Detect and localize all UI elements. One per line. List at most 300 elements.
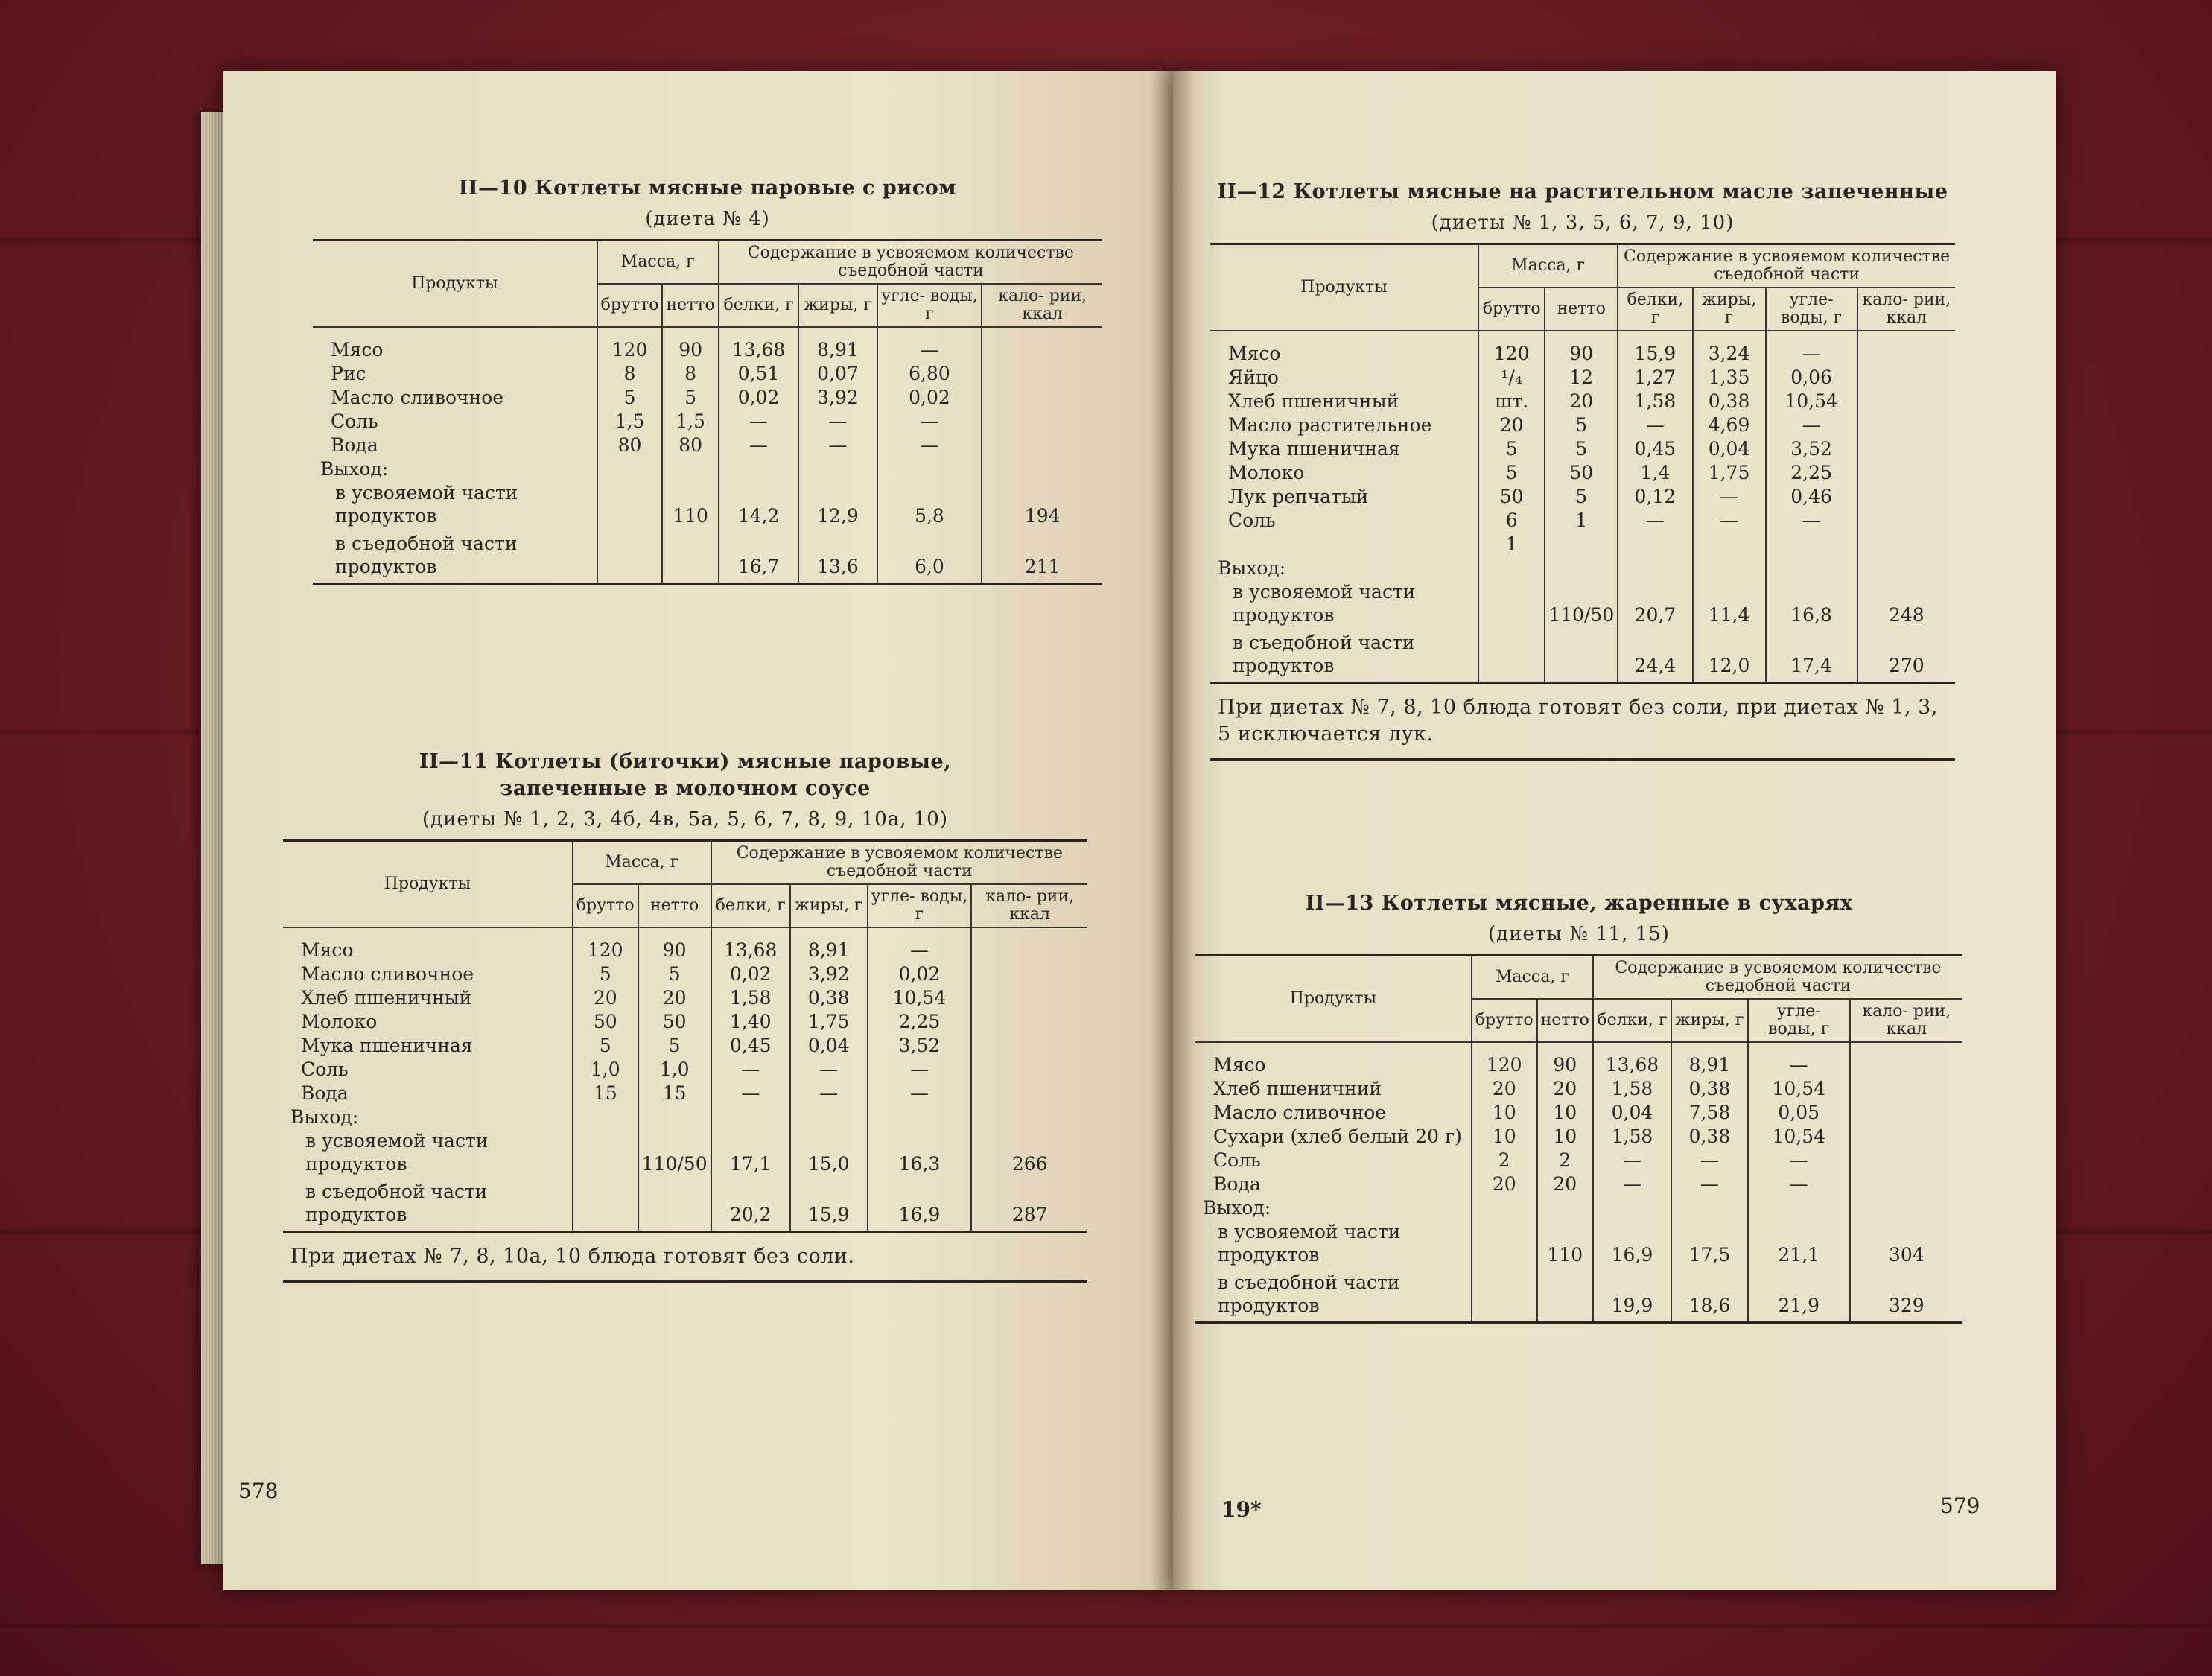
ingredient-name: Соль bbox=[301, 1058, 349, 1080]
ingredient-name: Рис bbox=[331, 363, 366, 384]
ingredient-name: Молоко bbox=[301, 1011, 378, 1032]
ingredient-fat: — bbox=[819, 1082, 839, 1104]
ingredient-carbs: 10,54 bbox=[892, 987, 947, 1009]
header-content: Содержание в усвояемом количестве съедобной части bbox=[719, 241, 1102, 285]
ingredient-carbs: 10,54 bbox=[1772, 1078, 1826, 1099]
ingredient-netto: 20 bbox=[1553, 1078, 1577, 1099]
ingredient-protein: — bbox=[1645, 414, 1665, 436]
ingredient-kcal bbox=[1861, 413, 1952, 437]
ingredient-brutto: 120 bbox=[611, 339, 648, 361]
header-mass: Масса, г bbox=[1472, 956, 1593, 1000]
ingredient-kcal bbox=[1861, 461, 1952, 485]
yield-fat: 13,6 bbox=[798, 532, 877, 584]
column-kcal bbox=[1850, 1042, 1962, 1196]
ingredient-name: Сухари (хлеб белый 20 г) bbox=[1213, 1126, 1462, 1147]
ingredient-name: Вода bbox=[331, 434, 378, 456]
recipe-ii-13 bbox=[1195, 890, 1962, 1324]
ingredient-brutto: 50 bbox=[593, 1011, 617, 1032]
ingredient-brutto: 80 bbox=[617, 434, 642, 456]
recipe-diet: (диеты № 11, 15) bbox=[1488, 923, 1670, 945]
ingredient-name: Соль bbox=[1228, 510, 1276, 531]
ingredient-fat: — bbox=[1700, 1173, 1719, 1195]
header-content: Содержание в усвояемом количестве съедобной части bbox=[1593, 956, 1962, 1000]
nutrition-table bbox=[283, 839, 1087, 1233]
empty-cell bbox=[868, 1105, 972, 1129]
ingredient-carbs: — bbox=[1789, 1173, 1808, 1195]
ingredient-kcal bbox=[1854, 1101, 1960, 1125]
header-fat: жиры, г bbox=[790, 884, 868, 927]
ingredient-name: Мясо bbox=[331, 339, 384, 361]
recipe-title: II—12 Котлеты мясные на растительном масле запеченные bbox=[1217, 180, 1948, 203]
ingredient-brutto: 20 bbox=[1492, 1078, 1516, 1099]
yield-fat: 12,0 bbox=[1693, 631, 1766, 683]
ingredient-protein: 13,68 bbox=[1605, 1054, 1659, 1076]
yield-protein: 20,2 bbox=[711, 1180, 790, 1232]
ingredient-kcal bbox=[1861, 509, 1952, 533]
empty-cell bbox=[877, 457, 982, 481]
ingredient-brutto: 5 bbox=[599, 963, 611, 985]
header-products: Продукты bbox=[1195, 956, 1472, 1043]
ingredient-protein: — bbox=[741, 1058, 760, 1080]
ingredient-carbs: 0,05 bbox=[1778, 1102, 1820, 1123]
output-label: Выход: bbox=[290, 1106, 359, 1128]
column-brutto bbox=[597, 327, 663, 457]
header-fat: жиры, г bbox=[1671, 999, 1748, 1042]
ingredient-fat: 0,38 bbox=[807, 987, 850, 1009]
empty-cell bbox=[719, 457, 799, 481]
ingredient-brutto: 1,5 bbox=[614, 410, 645, 432]
ingredient-protein: 1,4 bbox=[1640, 462, 1671, 483]
ingredient-fat: 0,38 bbox=[1688, 1078, 1731, 1099]
ingredient-names bbox=[1210, 331, 1478, 556]
ingredient-netto: 5 bbox=[1575, 486, 1588, 507]
header-brutto: брутто bbox=[1478, 288, 1545, 331]
yield-kcal: 329 bbox=[1850, 1271, 1962, 1323]
empty-cell bbox=[1593, 1196, 1671, 1220]
ingredient-protein: 13,68 bbox=[731, 339, 786, 361]
ingredient-carbs: — bbox=[909, 1082, 929, 1104]
yield-netto: 110/50 bbox=[1545, 580, 1618, 631]
empty-cell bbox=[798, 457, 877, 481]
yield-netto: 110/50 bbox=[638, 1129, 711, 1180]
ingredient-name: Масло сливочное bbox=[1213, 1102, 1387, 1123]
yield-carbs: 21,1 bbox=[1748, 1220, 1850, 1271]
column-brutto bbox=[1472, 1042, 1537, 1196]
header-carbs: угле- воды, г bbox=[868, 884, 972, 927]
ingredient-fat: — bbox=[1700, 1149, 1719, 1171]
yield-name: в съедобной части продуктов bbox=[1195, 1271, 1472, 1323]
ingredient-kcal bbox=[1861, 390, 1952, 413]
column-fat bbox=[1671, 1042, 1748, 1196]
yield-name: в усвояемой части продуктов bbox=[1218, 1221, 1401, 1266]
ingredient-carbs: — bbox=[920, 434, 939, 456]
ingredient-brutto: 120 bbox=[587, 939, 623, 961]
recipe-diet: (диеты № 1, 3, 5, 6, 7, 9, 10) bbox=[1431, 212, 1735, 234]
ingredient-carbs: — bbox=[1802, 343, 1821, 364]
ingredient-fat: 0,04 bbox=[807, 1035, 850, 1056]
ingredient-name: Мясо bbox=[301, 939, 354, 961]
empty-cell bbox=[1671, 1196, 1748, 1220]
ingredient-netto: 10 bbox=[1553, 1126, 1577, 1147]
header-content: Содержание в усвояемом количестве съедобной части bbox=[1618, 244, 1955, 288]
ingredient-kcal bbox=[1854, 1172, 1960, 1196]
yield-kcal: 194 bbox=[982, 481, 1102, 532]
ingredient-netto: 50 bbox=[662, 1011, 687, 1032]
ingredient-kcal bbox=[985, 362, 1099, 386]
ingredient-name: Хлеб пшеничный bbox=[301, 987, 472, 1009]
ingredient-protein: — bbox=[741, 1082, 760, 1104]
header-carbs: угле- воды, г bbox=[1748, 999, 1850, 1042]
ingredient-brutto: 10 bbox=[1492, 1126, 1516, 1147]
header-mass: Масса, г bbox=[573, 841, 711, 885]
yield-carbs: 17,4 bbox=[1766, 631, 1857, 683]
ingredient-name: Мясо bbox=[1213, 1054, 1266, 1076]
output-label: Выход: bbox=[1218, 557, 1286, 579]
ingredient-brutto: ¹/₄ шт. bbox=[1495, 366, 1529, 412]
yield-fat: 18,6 bbox=[1671, 1271, 1748, 1323]
ingredient-name: Масло растительное bbox=[1228, 414, 1432, 436]
ingredient-brutto: 10 bbox=[1492, 1102, 1516, 1123]
yield-fat: 17,5 bbox=[1671, 1220, 1748, 1271]
ingredient-netto: 90 bbox=[678, 339, 702, 361]
ingredient-fat: 4,69 bbox=[1708, 414, 1750, 436]
yield-fat: 11,4 bbox=[1693, 580, 1766, 631]
ingredient-brutto: 5 bbox=[599, 1035, 611, 1056]
ingredient-brutto: 1,0 bbox=[590, 1058, 620, 1080]
ingredient-kcal bbox=[985, 410, 1099, 434]
yield-carbs: 16,3 bbox=[868, 1129, 972, 1180]
ingredient-names bbox=[1195, 1042, 1472, 1196]
ingredient-netto: 1,5 bbox=[676, 410, 705, 432]
yield-protein: 24,4 bbox=[1618, 631, 1692, 683]
yield-carbs: 6,0 bbox=[877, 532, 982, 584]
ingredient-kcal bbox=[1854, 1125, 1960, 1149]
yield-brutto bbox=[1472, 1220, 1537, 1271]
ingredient-kcal bbox=[975, 939, 1084, 962]
output-label: Выход: bbox=[320, 458, 389, 480]
empty-cell bbox=[1545, 556, 1618, 580]
column-carbs bbox=[1766, 331, 1857, 556]
header-netto: нетто bbox=[1545, 288, 1618, 331]
ingredient-kcal bbox=[985, 338, 1099, 362]
header-kcal: кало- рии, ккал bbox=[982, 284, 1102, 327]
column-carbs bbox=[1748, 1042, 1850, 1196]
ingredient-kcal bbox=[1854, 1053, 1960, 1077]
ingredient-fat: — bbox=[1720, 486, 1739, 507]
yield-brutto bbox=[1478, 631, 1545, 683]
ingredient-name: Масло сливочное bbox=[331, 387, 504, 408]
nutrition-table bbox=[1210, 243, 1955, 684]
ingredient-carbs: 3,52 bbox=[898, 1035, 941, 1056]
ingredient-kcal bbox=[1861, 437, 1952, 461]
ingredient-fat: 8,91 bbox=[817, 339, 859, 361]
yield-kcal: 211 bbox=[982, 532, 1102, 584]
empty-cell bbox=[971, 1105, 1087, 1129]
yield-kcal: 304 bbox=[1850, 1220, 1962, 1271]
ingredient-brutto: 2 bbox=[1498, 1149, 1510, 1171]
ingredient-protein: — bbox=[749, 410, 769, 432]
ingredient-kcal bbox=[975, 1010, 1084, 1034]
ingredient-name: Мясо bbox=[1228, 343, 1281, 364]
ingredient-names bbox=[283, 927, 573, 1105]
ingredient-protein: — bbox=[1622, 1173, 1641, 1195]
ingredient-protein: — bbox=[749, 434, 769, 456]
yield-protein: 16,7 bbox=[719, 532, 799, 584]
ingredient-carbs: 2,25 bbox=[1790, 462, 1832, 483]
ingredient-kcal bbox=[1861, 485, 1952, 509]
ingredient-brutto: 20 bbox=[1499, 414, 1524, 436]
ingredient-netto: 15 bbox=[662, 1082, 687, 1104]
ingredient-kcal bbox=[985, 434, 1099, 457]
header-carbs: угле- воды, г bbox=[1766, 288, 1857, 331]
ingredient-protein: 1,40 bbox=[729, 1011, 772, 1032]
ingredient-netto: 90 bbox=[662, 939, 687, 961]
column-netto bbox=[638, 927, 711, 1105]
ingredient-carbs: — bbox=[1802, 414, 1821, 436]
yield-brutto bbox=[573, 1129, 638, 1180]
ingredient-protein: 0,45 bbox=[729, 1035, 772, 1056]
column-kcal bbox=[982, 327, 1102, 457]
ingredient-protein: 1,58 bbox=[1611, 1078, 1653, 1099]
ingredient-carbs: 0,02 bbox=[898, 963, 941, 985]
column-fat bbox=[798, 327, 877, 457]
empty-cell bbox=[1850, 1196, 1962, 1220]
ingredient-brutto: 5 bbox=[623, 387, 636, 408]
empty-cell bbox=[790, 1105, 868, 1129]
column-brutto bbox=[1478, 331, 1545, 556]
ingredient-fat: 0,04 bbox=[1708, 438, 1750, 460]
ingredient-carbs: — bbox=[1789, 1054, 1808, 1076]
ingredient-brutto: 120 bbox=[1493, 343, 1530, 364]
header-products: Продукты bbox=[283, 841, 573, 928]
header-products: Продукты bbox=[1210, 244, 1478, 331]
header-fat: жиры, г bbox=[798, 284, 877, 327]
header-mass: Масса, г bbox=[597, 241, 719, 285]
recipe-ii-10 bbox=[313, 175, 1102, 585]
empty-cell bbox=[1478, 556, 1545, 580]
ingredient-name: Хлеб пшеничный bbox=[1228, 390, 1399, 412]
column-netto bbox=[662, 327, 718, 457]
ingredient-protein: 13,68 bbox=[723, 939, 778, 961]
empty-cell bbox=[638, 1105, 711, 1129]
ingredient-brutto: 5 bbox=[1505, 462, 1518, 483]
header-kcal: кало- рии, ккал bbox=[1857, 288, 1955, 331]
ingredient-fat: 3,92 bbox=[807, 963, 850, 985]
header-netto: нетто bbox=[662, 284, 718, 327]
header-brutto: брутто bbox=[1472, 999, 1537, 1042]
yield-netto bbox=[1545, 631, 1618, 683]
ingredient-protein: — bbox=[1622, 1149, 1641, 1171]
ingredient-protein: 1,58 bbox=[729, 987, 772, 1009]
column-protein bbox=[719, 327, 799, 457]
ingredient-names bbox=[313, 327, 597, 457]
ingredient-carbs: — bbox=[920, 339, 939, 361]
ingredient-netto: 80 bbox=[678, 434, 702, 456]
ingredient-fat: 7,58 bbox=[1688, 1102, 1731, 1123]
ingredient-brutto: 6 bbox=[1505, 510, 1518, 531]
column-protein bbox=[1593, 1042, 1671, 1196]
header-products: Продукты bbox=[313, 241, 597, 328]
yield-carbs: 5,8 bbox=[877, 481, 982, 532]
recipe-title: II—10 Котлеты мясные паровые с рисом bbox=[458, 177, 957, 200]
header-netto: нетто bbox=[1537, 999, 1593, 1042]
ingredient-protein: 0,02 bbox=[737, 387, 780, 408]
column-carbs bbox=[877, 327, 982, 457]
header-protein: белки, г bbox=[1593, 999, 1671, 1042]
ingredient-carbs: 6,80 bbox=[909, 363, 950, 384]
recipe-note: При диетах № 7, 8, 10а, 10 блюда готовят без соли. bbox=[283, 1233, 1087, 1283]
book-spine bbox=[1151, 71, 1195, 1590]
column-carbs bbox=[868, 927, 972, 1105]
ingredient-fat: 0,07 bbox=[817, 363, 859, 384]
yield-brutto bbox=[597, 481, 663, 532]
empty-cell bbox=[1472, 1196, 1537, 1220]
empty-cell bbox=[597, 457, 663, 481]
column-netto bbox=[1537, 1042, 1593, 1196]
yield-carbs: 21,9 bbox=[1748, 1271, 1850, 1323]
ingredient-brutto: 15 bbox=[593, 1082, 617, 1104]
ingredient-fat: 3,92 bbox=[817, 387, 859, 408]
recipe-note: При диетах № 7, 8, 10 блюда готовят без соли, при диетах № 1, 3, 5 исключается лук. bbox=[1210, 684, 1955, 761]
ingredient-kcal bbox=[975, 962, 1084, 986]
yield-name: в съедобной части продуктов bbox=[1210, 631, 1478, 683]
ingredient-brutto: 50 bbox=[1499, 486, 1524, 507]
ingredient-name: Лук репчатый bbox=[1228, 486, 1369, 507]
ingredient-fat: 1,35 bbox=[1708, 366, 1750, 388]
empty-cell bbox=[573, 1105, 638, 1129]
ingredient-kcal bbox=[1854, 1149, 1960, 1172]
ingredient-carbs: — bbox=[1789, 1149, 1808, 1171]
output-label: Выход: bbox=[1203, 1197, 1271, 1219]
header-netto: нетто bbox=[638, 884, 711, 927]
yield-netto bbox=[662, 532, 718, 584]
ingredient-fat: 1,75 bbox=[807, 1011, 850, 1032]
ingredient-fat: — bbox=[828, 434, 848, 456]
ingredient-kcal bbox=[975, 1034, 1084, 1058]
ingredient-protein: 0,51 bbox=[737, 363, 780, 384]
empty-cell bbox=[1693, 556, 1766, 580]
ingredient-carbs: 0,06 bbox=[1790, 366, 1832, 388]
ingredient-carbs: 0,02 bbox=[909, 387, 950, 408]
column-netto bbox=[1545, 331, 1618, 556]
empty-cell bbox=[711, 1105, 790, 1129]
nutrition-table bbox=[313, 239, 1102, 585]
recipe-diet: (диета № 4) bbox=[645, 208, 770, 230]
yield-netto: 110 bbox=[662, 481, 718, 532]
ingredient-netto: 90 bbox=[1553, 1054, 1577, 1076]
column-fat bbox=[1693, 331, 1766, 556]
header-kcal: кало- рии, ккал bbox=[971, 884, 1087, 927]
ingredient-netto: 1 bbox=[1575, 510, 1588, 531]
ingredient-brutto: 8 bbox=[623, 363, 636, 384]
yield-protein: 16,9 bbox=[1593, 1220, 1671, 1271]
empty-cell bbox=[1857, 556, 1955, 580]
yield-netto bbox=[1537, 1271, 1593, 1323]
ingredient-netto: 90 bbox=[1569, 343, 1594, 364]
column-fat bbox=[790, 927, 868, 1105]
empty-cell bbox=[1618, 556, 1692, 580]
ingredient-kcal bbox=[1854, 1077, 1960, 1101]
ingredient-fat: — bbox=[819, 1058, 839, 1080]
ingredient-carbs: — bbox=[909, 1058, 929, 1080]
ingredient-name: Мука пшеничная bbox=[301, 1035, 473, 1056]
ingredient-name: Масло сливочное bbox=[301, 963, 474, 985]
ingredient-kcal bbox=[975, 1058, 1084, 1082]
ingredient-brutto: 1 bbox=[1505, 533, 1518, 555]
ingredient-kcal bbox=[975, 1082, 1084, 1105]
ingredient-netto: 8 bbox=[684, 363, 697, 384]
recipe-title: II—13 Котлеты мясные, жаренные в сухарях bbox=[1305, 892, 1853, 915]
column-brutto bbox=[573, 927, 638, 1105]
empty-cell bbox=[1537, 1196, 1593, 1220]
yield-brutto bbox=[1472, 1271, 1537, 1323]
yield-carbs: 16,8 bbox=[1766, 580, 1857, 631]
yield-kcal: 248 bbox=[1857, 580, 1955, 631]
ingredient-carbs: — bbox=[920, 410, 939, 432]
ingredient-fat: 0,38 bbox=[1708, 390, 1750, 412]
yield-name: в усвояемой части продуктов bbox=[335, 482, 518, 527]
ingredient-protein: 0,04 bbox=[1611, 1102, 1653, 1123]
column-kcal bbox=[971, 927, 1087, 1105]
ingredient-kcal bbox=[975, 986, 1084, 1010]
yield-name: в усвояемой части продуктов bbox=[1233, 581, 1416, 626]
empty-cell bbox=[662, 457, 718, 481]
column-kcal bbox=[1857, 331, 1955, 556]
header-fat: жиры, г bbox=[1693, 288, 1766, 331]
ingredient-protein: 0,02 bbox=[729, 963, 772, 985]
printer-signature: 19* bbox=[1221, 1497, 1262, 1522]
ingredient-netto: 5 bbox=[1575, 414, 1588, 436]
yield-name: в усвояемой части продуктов bbox=[305, 1130, 489, 1175]
ingredient-fat: — bbox=[828, 410, 848, 432]
ingredient-brutto: 20 bbox=[593, 987, 617, 1009]
ingredient-fat: 8,91 bbox=[807, 939, 850, 961]
ingredient-name: Соль bbox=[331, 410, 378, 432]
ingredient-fat: 0,38 bbox=[1688, 1126, 1731, 1147]
recipe-title: II—11 Котлеты (биточки) мясные паровые, запеченные в молочном соусе bbox=[419, 750, 952, 800]
yield-protein: 17,1 bbox=[711, 1129, 790, 1180]
ingredient-name: Мука пшеничная bbox=[1228, 438, 1400, 460]
yield-kcal: 287 bbox=[971, 1180, 1087, 1232]
ingredient-netto: 5 bbox=[684, 387, 697, 408]
column-protein bbox=[1618, 331, 1692, 556]
yield-carbs: 16,9 bbox=[868, 1180, 972, 1232]
recipe-diet: (диеты № 1, 2, 3, 4б, 4в, 5а, 5, 6, 7, 8, 9, 10а, 10) bbox=[422, 808, 948, 831]
ingredient-name: Яйцо bbox=[1228, 366, 1279, 388]
ingredient-netto: 2 bbox=[1559, 1149, 1571, 1171]
ingredient-kcal bbox=[985, 386, 1099, 410]
ingredient-kcal bbox=[1861, 342, 1952, 366]
yield-name: в съедобной части продуктов bbox=[283, 1180, 573, 1232]
header-protein: белки, г bbox=[1618, 288, 1692, 331]
ingredient-netto: 50 bbox=[1569, 462, 1594, 483]
yield-protein: 20,7 bbox=[1618, 580, 1692, 631]
ingredient-netto: 1,0 bbox=[659, 1058, 690, 1080]
ingredient-name: Вода bbox=[301, 1082, 349, 1104]
yield-kcal: 270 bbox=[1857, 631, 1955, 683]
ingredient-carbs: 3,52 bbox=[1790, 438, 1832, 460]
yield-protein: 19,9 bbox=[1593, 1271, 1671, 1323]
yield-kcal: 266 bbox=[971, 1129, 1087, 1180]
ingredient-name: Молоко bbox=[1228, 462, 1305, 483]
ingredient-netto: 5 bbox=[1575, 438, 1588, 460]
column-protein bbox=[711, 927, 790, 1105]
header-mass: Масса, г bbox=[1478, 244, 1618, 288]
ingredient-brutto: 5 bbox=[1505, 438, 1518, 460]
ingredient-netto: 20 bbox=[1553, 1173, 1577, 1195]
yield-netto: 110 bbox=[1537, 1220, 1593, 1271]
yield-fat: 12,9 bbox=[798, 481, 877, 532]
